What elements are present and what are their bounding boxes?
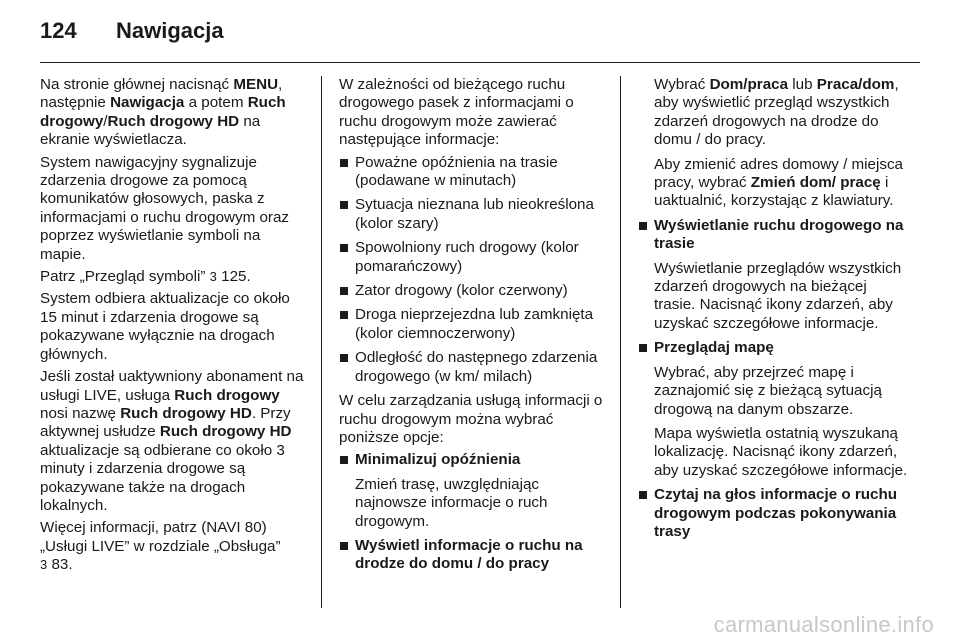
bullet-icon	[340, 287, 348, 295]
option-description: Aby zmienić adres domowy / miejsca pracy, wybrać Zmień dom/ pracę i uaktualnić, korzystając z klawiatury.	[654, 155, 903, 210]
page-ref[interactable]: 83.	[47, 556, 73, 574]
paragraph: Więcej informacji, patrz (NAVI 80) „Usługi LIVE” w rozdziale „Obsługa” 3 83.	[40, 519, 281, 574]
paragraph: Patrz „Przegląd symboli” 3 125.	[40, 268, 251, 286]
list-item: Sytuacja nieznana lub nieokreślona (kolor szary)	[339, 196, 607, 233]
column-divider	[321, 76, 322, 608]
paragraph: Jeśli został uaktywniony abonament na usługi LIVE, usługa Ruch drogowy nosi nazwę Ruch drogowy HD. Przy aktywnej usłudze Ruch drogowy HD aktualizacje są odbierane co około 3 minuty i zdarzenia drogowe są pokazywane także na drogach lokalnych.	[40, 368, 304, 514]
list-item: Poważne opóźnienia na trasie (podawane w minutach)	[339, 154, 607, 191]
page-title: Nawigacja	[116, 18, 224, 43]
option-home-work-traffic: Wyświetl informacje o ruchu na drodze do domu / do pracy	[339, 537, 607, 574]
page-ref-arrow-icon: 3	[40, 557, 48, 573]
bullet-icon	[340, 456, 348, 464]
bullet-icon	[340, 159, 348, 167]
paragraph: Na stronie głównej nacisnąć MENU, następnie Nawigacja a potem Ruch drogowy/Ruch drogowy HD na ekranie wyświetlacza.	[40, 76, 286, 149]
option-minimize-delays: Minimalizuj opóźnienia	[339, 451, 607, 469]
page-ref[interactable]: 125.	[216, 268, 251, 286]
bullet-icon	[639, 222, 647, 230]
paragraph: System nawigacyjny sygnalizuje zdarzenia drogowe za pomocą komunikatów głosowych, paska z informacjami o ruchu drogowym oraz poprzez wyświetlanie symboli na mapie.	[40, 153, 289, 263]
bullet-icon	[340, 354, 348, 362]
column-divider	[620, 76, 621, 608]
column-1	[40, 76, 310, 579]
list-item: Odległość do następnego zdarzenia drogowego (w km/ milach)	[339, 349, 607, 386]
list-item: Droga nieprzejezdna lub zamknięta (kolor ciemnoczerwony)	[339, 306, 607, 343]
option-route-traffic: Wyświetlanie ruchu drogowego na trasie	[638, 217, 910, 254]
option-read-aloud: Czytaj na głos informacje o ruchu drogowym podczas pokonywania trasy	[638, 486, 910, 541]
option-description: Wyświetlanie przeglądów wszystkich zdarzeń drogowych na bieżącej trasie. Nacisnąć ikony zdarzeń, aby uzyskać szczegółowe informacje.	[654, 259, 902, 332]
bullet-icon	[340, 244, 348, 252]
column-3	[638, 76, 910, 547]
paragraph: W celu zarządzania usługą informacji o ruchu drogowym można wybrać poniższe opcje:	[339, 392, 603, 446]
page-number: 124	[40, 18, 77, 43]
bullet-icon	[340, 201, 348, 209]
bullet-icon	[639, 491, 647, 499]
option-description: Wybrać Dom/praca lub Praca/dom, aby wyświetlić przegląd wszystkich zdarzeń drogowych na drodze do domu / do pracy.	[654, 76, 899, 149]
column-2	[339, 76, 607, 580]
list-item: Spowolniony ruch drogowy (kolor pomarańczowy)	[339, 239, 607, 276]
option-browse-map: Przeglądaj mapę	[638, 339, 910, 357]
list-item: Zator drogowy (kolor czerwony)	[339, 282, 607, 300]
bullet-icon	[639, 344, 647, 352]
option-description: Wybrać, aby przejrzeć mapę i zaznajomić się z bieżącą sytuacją drogową na danym obszarze.	[654, 363, 882, 418]
option-description: Mapa wyświetla ostatnią wyszukaną lokalizację. Nacisnąć ikony zdarzeń, aby uzyskać szczegółowe informacje.	[654, 424, 908, 479]
watermark: carmanualsonline.info	[713, 612, 934, 637]
paragraph: System odbiera aktualizacje co około 15 minut i zdarzenia drogowe są pokazywane wyłącznie na drogach głównych.	[40, 290, 290, 363]
header-rule	[40, 62, 920, 63]
bullet-icon	[340, 311, 348, 319]
option-description: Zmień trasę, uwzględniając najnowsze informacje o ruch drogowym.	[355, 475, 548, 530]
page-ref-arrow-icon: 3	[209, 269, 217, 285]
paragraph: W zależności od bieżącego ruchu drogowego pasek z informacjami o ruchu drogowym może zawierać następujące informacje:	[339, 76, 574, 149]
bullet-icon	[340, 542, 348, 550]
